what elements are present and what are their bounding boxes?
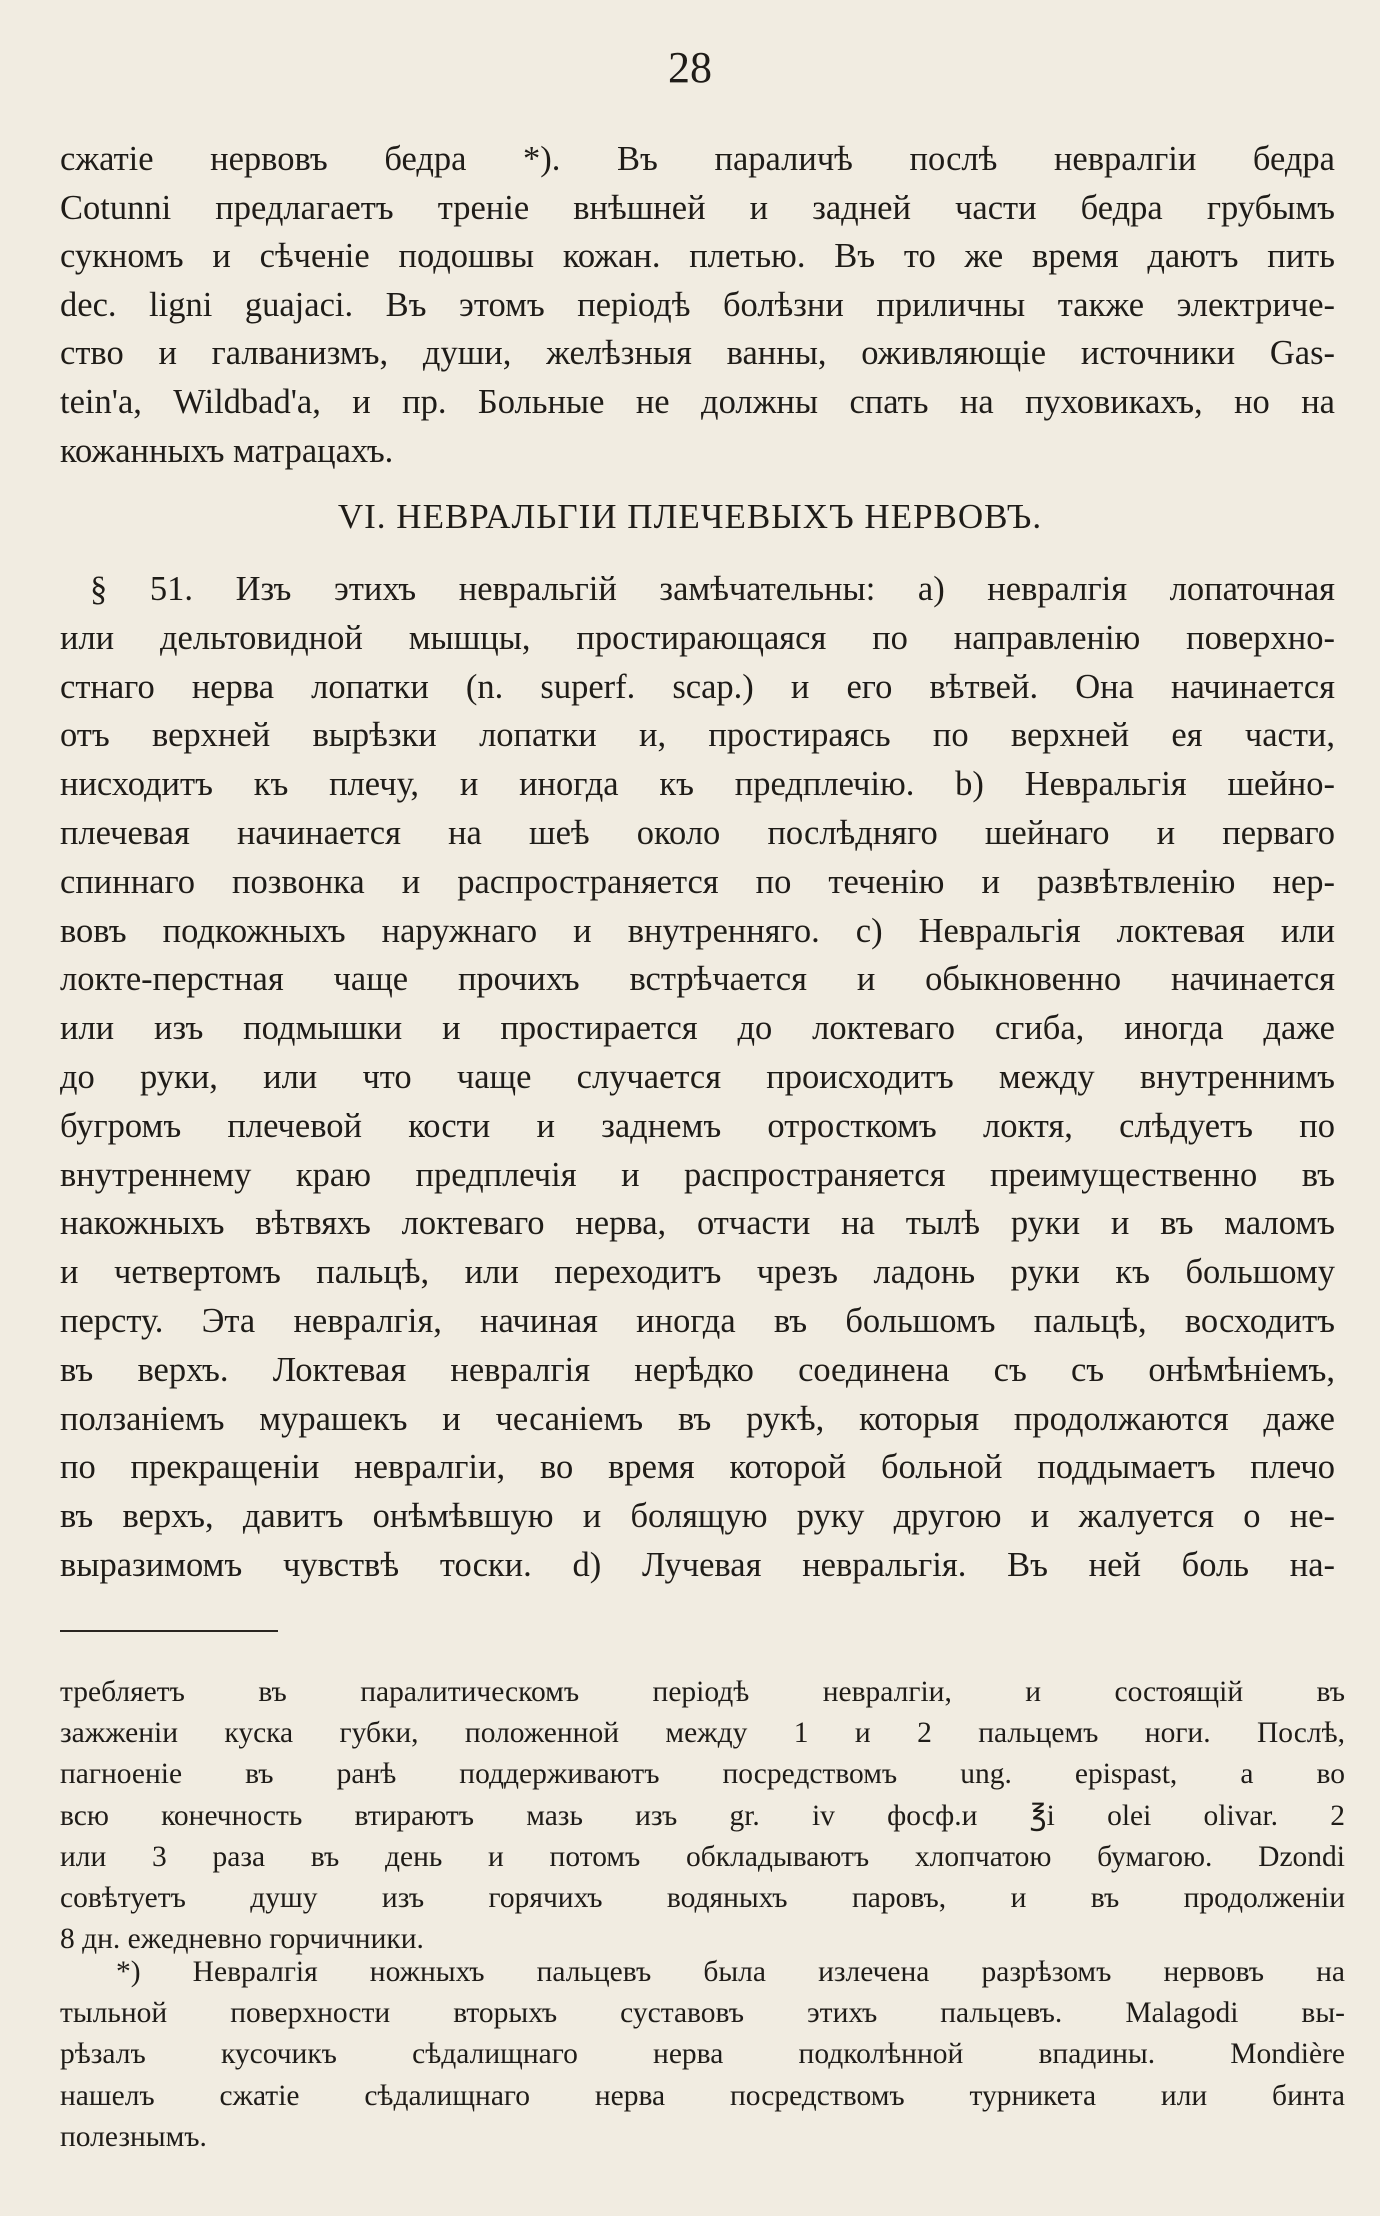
text-line: ползаніемъ мурашекъ и чесаніемъ въ рукѣ, которыя продолжаются даже bbox=[60, 1399, 1335, 1438]
text-line: вовъ подкожныхъ наружнаго и внутренняго. c) Невральгія локтевая или bbox=[60, 911, 1335, 950]
text-line: внутреннему краю предплечія и распространяется преимущественно въ bbox=[60, 1155, 1335, 1194]
text-line: въ верхъ. Локтевая невралгія нерѣдко соединена съ съ онѣмѣніемъ, bbox=[60, 1350, 1335, 1389]
text-line: до руки, или что чаще случается происходитъ между внутреннимъ bbox=[60, 1057, 1335, 1096]
text-line: ство и галванизмъ, души, желѣзныя ванны, оживляющіе источники Gas- bbox=[60, 334, 1335, 373]
footnote-line: 8 дн. ежедневно горчичники. bbox=[60, 1923, 424, 1956]
footnote-line: пагноеніе въ ранѣ поддерживаютъ посредствомъ ung. epispast, а во bbox=[60, 1758, 1345, 1791]
text-line: или изъ подмышки и простирается до локтеваго сгиба, иногда даже bbox=[60, 1009, 1335, 1048]
footnote-line: совѣтуетъ душу изъ горячихъ водяныхъ паровъ, и въ продолженіи bbox=[60, 1881, 1345, 1914]
footnote-line: рѣзалъ кусочикъ сѣдалищнаго нерва подколѣнной впадины. Mondière bbox=[60, 2038, 1345, 2071]
text-line: въ верхъ, давитъ онѣмѣвшую и болящую руку другою и жалуется о не- bbox=[60, 1497, 1335, 1536]
text-line: § 51. Изъ этихъ невральгій замѣчательны: а) невралгія лопаточная bbox=[90, 570, 1335, 608]
text-line: dec. ligni guajaci. Въ этомъ періодѣ болѣзни приличны также электриче- bbox=[60, 285, 1335, 324]
text-line: сжатіе нервовъ бедра *). Въ параличѣ послѣ невралгіи бедра bbox=[60, 140, 1335, 178]
footnote-line: или 3 раза въ день и потомъ обкладываютъ хлопчатою бумагою. Dzondi bbox=[60, 1840, 1345, 1873]
text-line: локте-перстная чаще прочихъ встрѣчается и обыкновенно начинается bbox=[60, 960, 1335, 999]
footnote-divider bbox=[60, 1630, 278, 1632]
footnote-line: всю конечность втираютъ мазь изъ gr. iv фосф.и ℥i olei olivar. 2 bbox=[60, 1799, 1345, 1832]
footnote-line: нашелъ сжатіе сѣдалищнаго нерва посредствомъ турникета или бинта bbox=[60, 2079, 1345, 2112]
footnote-star bbox=[60, 1952, 1345, 2158]
text-line: спиннаго позвонка и распространяется по теченію и развѣтвленію нер- bbox=[60, 862, 1335, 901]
text-line: отъ верхней вырѣзки лопатки и, простираясь по верхней ея части, bbox=[60, 716, 1335, 755]
text-line: или дельтовидной мышцы, простирающаяся по направленію поверхно- bbox=[60, 618, 1335, 657]
text-line: Cotunni предлагаетъ треніе внѣшней и задней части бедра грубымъ bbox=[60, 188, 1335, 227]
section-paragraph bbox=[60, 565, 1335, 1590]
text-line: стнаго нерва лопатки (n. superf. scap.) и его вѣтвей. Она начинается bbox=[60, 667, 1335, 706]
text-line: сукномъ и сѣченіе подошвы кожан. плетью. Въ то же время даютъ пить bbox=[60, 237, 1335, 276]
text-line: плечевая начинается на шеѣ около послѣдняго шейнаго и перваго bbox=[60, 813, 1335, 852]
page-number: 28 bbox=[668, 43, 712, 92]
text-line: по прекращеніи невралгіи, во время которой больной поддымаетъ плечо bbox=[60, 1448, 1335, 1487]
footnote-line: полезнымъ. bbox=[60, 2120, 207, 2153]
section-heading: VI. НЕВРАЛЬГІИ ПЛЕЧЕВЫХЪ НЕРВОВЪ. bbox=[337, 497, 1043, 536]
text-line: tein'а, Wildbad'а, и пр. Больные не должны спать на пуховикахъ, но на bbox=[60, 382, 1335, 421]
text-line: нисходитъ къ плечу, и иногда къ предплечію. b) Невральгія шейно- bbox=[60, 765, 1335, 804]
footnote-line: зажженіи куска губки, положенной между 1 и 2 пальцемъ ноги. Послѣ, bbox=[60, 1717, 1345, 1750]
footnote-line: требляетъ въ паралитическомъ періодѣ невралгіи, и состоящій въ bbox=[60, 1676, 1345, 1708]
main-paragraph bbox=[60, 135, 1335, 475]
text-line: персту. Эта невралгія, начиная иногда въ большомъ пальцѣ, восходитъ bbox=[60, 1301, 1335, 1340]
footnote-line: тыльной поверхности вторыхъ суставовъ этихъ пальцевъ. Malagodi вы- bbox=[60, 1997, 1345, 2030]
text-line: кожанныхъ матрацахъ. bbox=[60, 431, 394, 470]
text-line: накожныхъ вѣтвяхъ локтеваго нерва, отчасти на тылѣ руки и въ маломъ bbox=[60, 1204, 1335, 1243]
footnote-line: *) Невралгія ножныхъ пальцевъ была излечена разрѣзомъ нервовъ на bbox=[116, 1956, 1345, 1988]
text-line: бугромъ плечевой кости и заднемъ отросткомъ локтя, слѣдуетъ по bbox=[60, 1106, 1335, 1145]
text-line: выразимомъ чувствѣ тоски. d) Лучевая невральгія. Въ ней боль на- bbox=[60, 1545, 1335, 1584]
text-line: и четвертомъ пальцѣ, или переходитъ чрезъ ладонь руки къ большому bbox=[60, 1253, 1335, 1292]
footnote-continuation bbox=[60, 1672, 1345, 1960]
